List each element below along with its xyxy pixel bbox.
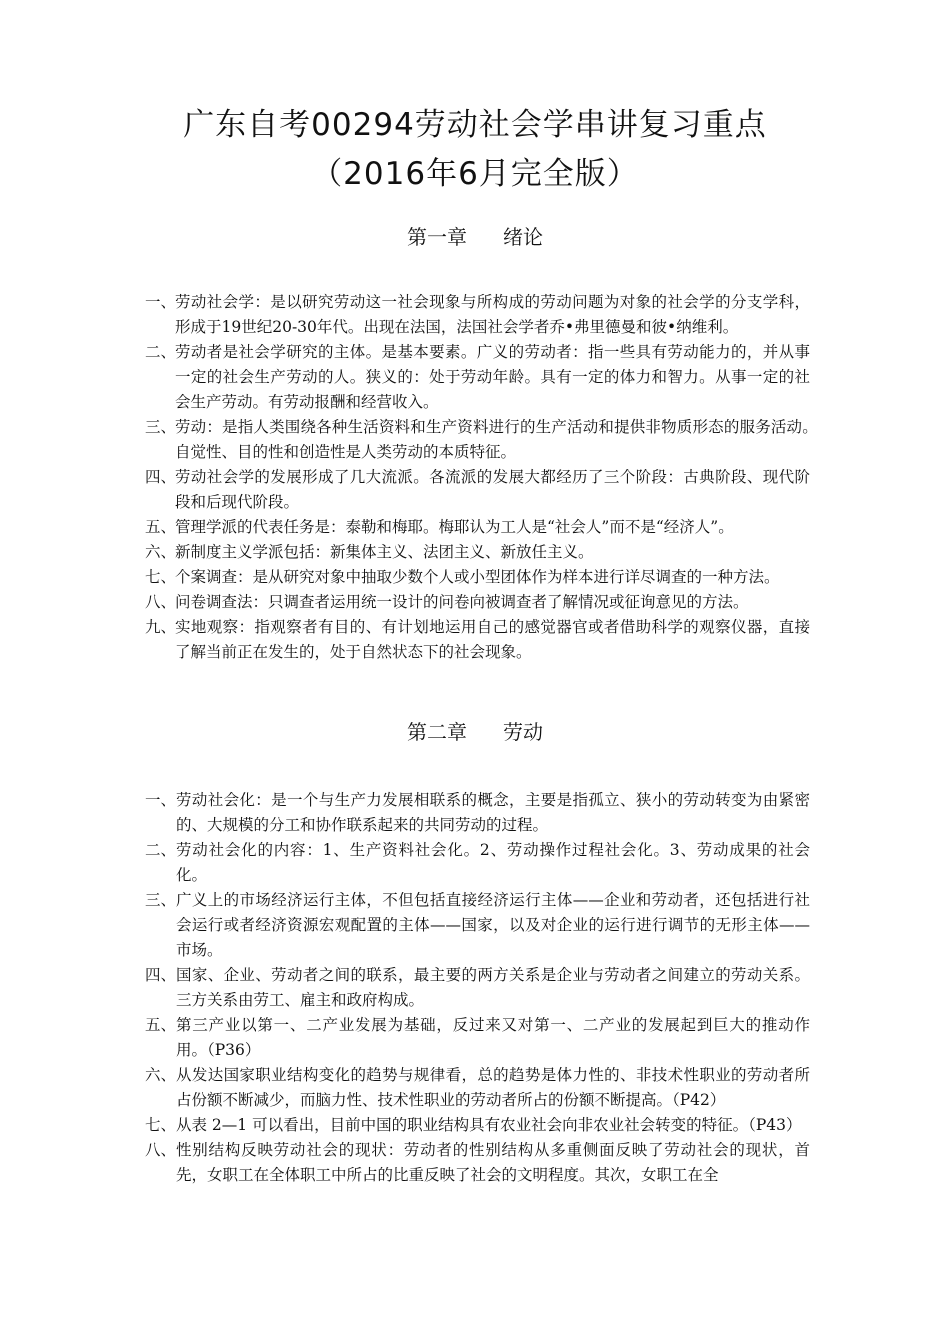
item-number: 五、 [145, 1016, 177, 1034]
list-item [145, 565, 810, 590]
item-text: 劳动社会化：是一个与生产力发展相联系的概念，主要是指孤立、狭小的劳动转变为由紧密的、大规模的分工和协作联系起来的共同劳动的过程。 [176, 791, 810, 834]
list-item [145, 415, 826, 465]
item-text: 从发达国家职业结构变化的趋势与规律看，总的趋势是体力性的、非技术性职业的劳动者所占份额不断减少，而脑力性、技术性职业的劳动者所占的份额不断提高。（P42） [176, 1066, 810, 1109]
item-text: 从表 2—1 可以看出，目前中国的职业结构具有农业社会向非农业社会转变的特征。（P43） [176, 1116, 802, 1134]
document-title-line2: （2016年6月完全版） [311, 156, 639, 192]
item-text: 劳动：是指人类围绕各种生活资料和生产资料进行的生产活动和提供非物质形态的服务活动。 自觉性、目的性和创造性是人类劳动的本质特征。 [175, 418, 826, 461]
list-item [145, 888, 810, 963]
item-number: 二、 [145, 841, 177, 859]
item-text: 劳动社会学的发展形成了几大流派。各流派的发展大都经历了三个阶段：古典阶段、现代阶段和后现代阶段。 [175, 468, 810, 511]
item-text: 管理学派的代表任务是：泰勒和梅耶。梅耶认为工人是“社会人”而不是“经济人”。 [175, 518, 734, 536]
item-text: 劳动者是社会学研究的主体。是基本要素。广义的劳动者：指一些具有劳动能力的，并从事一定的社会生产劳动的人。狭义的：处于劳动年龄。具有一定的体力和智力。从事一定的社会生产劳动。有劳动报酬和经营收入。 [175, 343, 810, 411]
item-number: 七、 [145, 1116, 177, 1134]
item-text: 个案调查：是从研究对象中抽取少数个人或小型团体作为样本进行详尽调查的一种方法。 [175, 568, 780, 586]
item-number: 三、 [145, 891, 177, 909]
list-item [145, 615, 810, 665]
item-number: 一、 [145, 791, 177, 809]
list-item [145, 540, 810, 565]
item-text: 性别结构反映劳动社会的现状：劳动者的性别结构从多重侧面反映了劳动社会的现状，首先，女职工在全体职工中所占的比重反映了社会的文明程度。其次，女职工在全 [176, 1141, 810, 1184]
list-item [145, 290, 810, 340]
item-number: 四、 [145, 966, 177, 984]
list-item [145, 590, 810, 615]
item-text: 国家、企业、劳动者之间的联系，最主要的两方关系是企业与劳动者之间建立的劳动关系。三方关系由劳工、雇主和政府构成。 [176, 966, 810, 1009]
item-text: 劳动社会学：是以研究劳动这一社会现象与所构成的劳动问题为对象的社会学的分支学科，形成于19世纪20-30年代。出现在法国，法国社会学者乔•弗里德曼和彼•纳维利。 [175, 293, 810, 336]
item-number: 六、 [145, 543, 177, 561]
list-item [145, 788, 810, 838]
item-text: 第三产业以第一、二产业发展为基础，反过来又对第一、二产业的发展起到巨大的推动作用。（P36） [176, 1016, 810, 1059]
item-number: 二、 [145, 343, 177, 361]
item-number: 八、 [145, 593, 177, 611]
item-text: 实地观察：指观察者有目的、有计划地运用自己的感觉器官或者借助科学的观察仪器，直接了解当前正在发生的，处于自然状态下的社会现象。 [175, 618, 810, 661]
item-number: 五、 [145, 518, 177, 536]
item-number: 一、 [145, 293, 177, 311]
item-text: 问卷调查法：只调查者运用统一设计的问卷向被调查者了解情况或征询意见的方法。 [175, 593, 749, 611]
list-item [145, 465, 810, 515]
chapter1-name: 绪论 [503, 225, 543, 249]
list-item [145, 1113, 810, 1138]
list-item [145, 1013, 810, 1063]
item-text: 劳动社会化的内容：1、生产资料社会化。2、劳动操作过程社会化。3、劳动成果的社会化。 [176, 841, 810, 884]
item-number: 四、 [145, 468, 177, 486]
list-item [145, 1063, 810, 1113]
chapter1-item-list [145, 290, 826, 665]
chapter1-number: 第一章 [407, 225, 467, 249]
item-number: 八、 [145, 1141, 177, 1159]
item-number: 六、 [145, 1066, 177, 1084]
list-item [145, 515, 810, 540]
item-number: 三、 [145, 418, 177, 436]
list-item [145, 340, 810, 415]
chapter2-heading [0, 718, 950, 746]
chapter2-item-list [145, 788, 810, 1188]
chapter2-number: 第二章 [407, 720, 467, 744]
list-item [145, 1138, 810, 1188]
item-text: 广义上的市场经济运行主体，不但包括直接经济运行主体——企业和劳动者，还包括进行社会运行或者经济资源宏观配置的主体——国家，以及对企业的运行进行调节的无形主体——市场。 [176, 891, 810, 959]
chapter2-name: 劳动 [503, 720, 543, 744]
list-item [145, 838, 810, 888]
chapter1-heading [0, 223, 950, 251]
item-number: 九、 [145, 618, 177, 636]
list-item [145, 963, 810, 1013]
document-title-line1: 广东自考00294劳动社会学串讲复习重点 [183, 107, 767, 143]
item-number: 七、 [145, 568, 177, 586]
item-text: 新制度主义学派包括：新集体主义、法团主义、新放任主义。 [175, 543, 594, 561]
